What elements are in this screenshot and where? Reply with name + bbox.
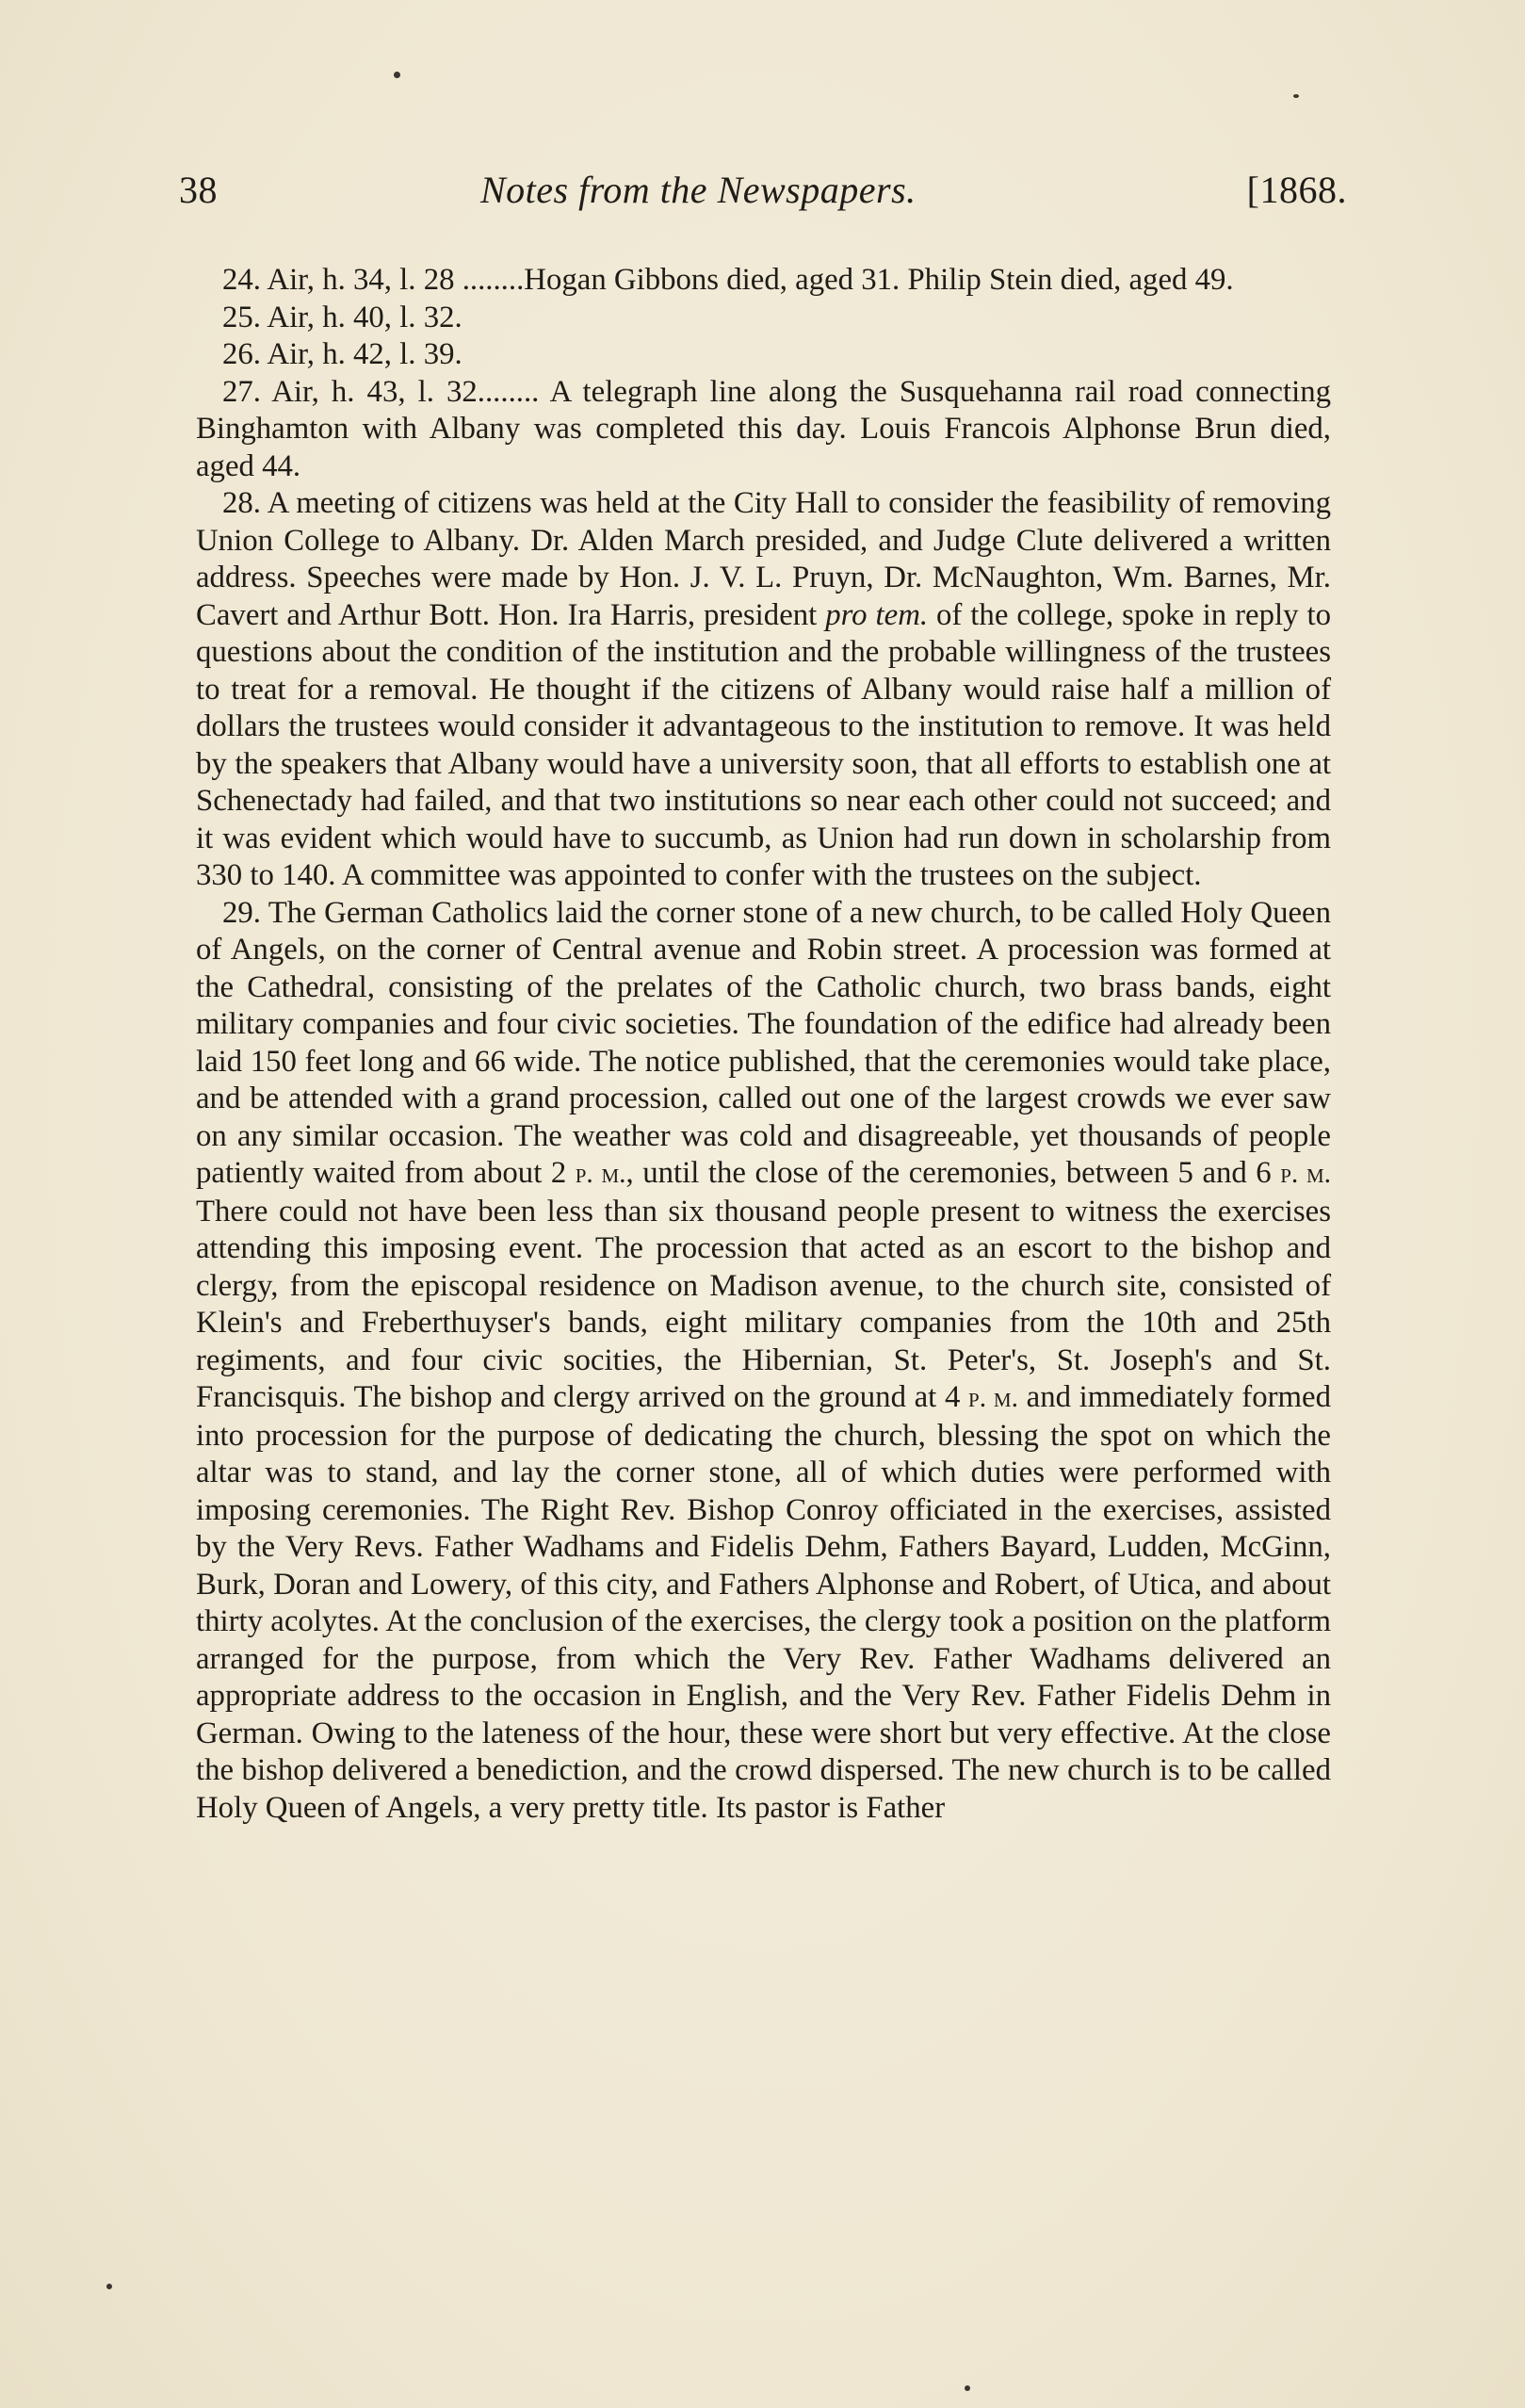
entry-29-text-2: , until the close of the ceremonies, between 5 and 6 xyxy=(625,1156,1281,1190)
body-text xyxy=(196,262,1331,1827)
latin-phrase: pro tem. xyxy=(825,597,929,632)
entry-25: 25. Air, h. 40, l. 32. xyxy=(222,300,462,334)
ink-speck xyxy=(394,72,400,78)
entry-29-text-1: 29. The German Catholics laid the corner stone of a new church, to be called Holy Queen of Angels, on the corner of Central avenue and Robin street. A procession was formed at the Cathedral, consisting of the prelates of the Catholic church, two brass bands, eight military companies and four civic societies. The foundation of the edifice had already been laid 150 feet long and 66 wide. The notice published, that the ceremonies would take place, and be attended with a grand procession, called out one of the largest crowds we ever saw on any similar occasion. The weather was cold and disagreeable, yet thousands of people patiently waited from about 2 xyxy=(196,895,1331,1190)
page-header xyxy=(179,168,1347,224)
entry-29-text-3: There could not have been less than six thousand people present to witness the exercises attending this imposing event. The procession that acted as an escort to the bishop and clergy, from the episcopal residence on Madison avenue, to the church site, consisted of Klein's and Freberthuyser's bands, eight military companies from the 10th and 25th regiments, and four civic socities, the Hibernian, St. Peter's, St. Joseph's and St. Francisquis. The bishop and clergy arrived on the ground at 4 xyxy=(196,1194,1331,1414)
entry-26: 26. Air, h. 42, l. 39. xyxy=(222,337,462,371)
time-abbrev: p. m. xyxy=(575,1159,626,1189)
time-abbrev: p. m. xyxy=(968,1383,1018,1413)
entry-29 xyxy=(196,895,1331,1828)
entry-29-text-4: and immediately formed into procession for the purpose of dedicating the church, blessing the spot on which the altar was to stand, and lay the corner stone, all of which duties were performed with imposing ceremonies. The Right Rev. Bishop Conroy officiated in the exercises, assisted by the Very Revs. Father Wadhams and Fidelis Dehm, Fathers Bayard, Ludden, McGinn, Burk, Doran and Lowery, of this city, and Fathers Alphonse and Robert, of Utica, and about thirty acolytes. At the conclusion of the exercises, the clergy took a position on the platform arranged for the purpose, from which the Very Rev. Father Wadhams delivered an appropriate address to the occasion in English, and the Very Rev. Father Fidelis Dehm in German. Owing to the lateness of the hour, these were short but very effective. At the close the bishop delivered a benediction, and the crowd dispersed. The new church is to be called Holy Queen of Angels, a very pretty title. Its pastor is Father xyxy=(196,1380,1331,1825)
header-year: [1868. xyxy=(1246,169,1347,211)
ink-speck xyxy=(1293,94,1299,98)
entry-24: 24. Air, h. 34, l. 28 ........Hogan Gibbons died, aged 31. Philip Stein died, aged 49. xyxy=(222,263,1234,297)
ink-speck xyxy=(106,2284,112,2289)
entry-28-text-1: 28. A meeting of citizens was held at the City Hall to consider the feasibility of removing Union College to Albany. Dr. Alden March presided, and Judge Clute delivered a written address. Speeches were made by Hon. J. V. L. Pruyn, Dr. McNaughton, Wm. Barnes, Mr. Cavert and Arthur Bott. Hon. Ira Harris, president xyxy=(196,486,1331,632)
entry-28 xyxy=(196,485,1331,895)
ink-speck xyxy=(965,2385,970,2391)
entry-28-text-2: of the college, spoke in reply to questions about the condition of the institution and the probable willingness of the trustees to treat for a removal. He thought if the citizens of Albany would raise half a million of dollars the trustees would consider it advantageous to the institution to remove. It was held by the speakers that Albany would have a university soon, that all efforts to establish one at Schenectady had failed, and that two institutions so near each other could not succeed; and it was evident which would have to succumb, as Union had run down in scholarship from 330 to 140. A committee was appointed to confer with the trustees on the subject. xyxy=(196,597,1331,892)
time-abbrev: p. m. xyxy=(1280,1159,1332,1189)
running-title: Notes from the Newspapers. xyxy=(480,169,917,211)
entry-27: 27. Air, h. 43, l. 32........ A telegraph line along the Susquehanna rail road connecting Binghamton with Albany was completed this day. Louis Francois Alphonse Brun died, aged 44. xyxy=(196,374,1331,483)
page-number: 38 xyxy=(179,169,218,211)
